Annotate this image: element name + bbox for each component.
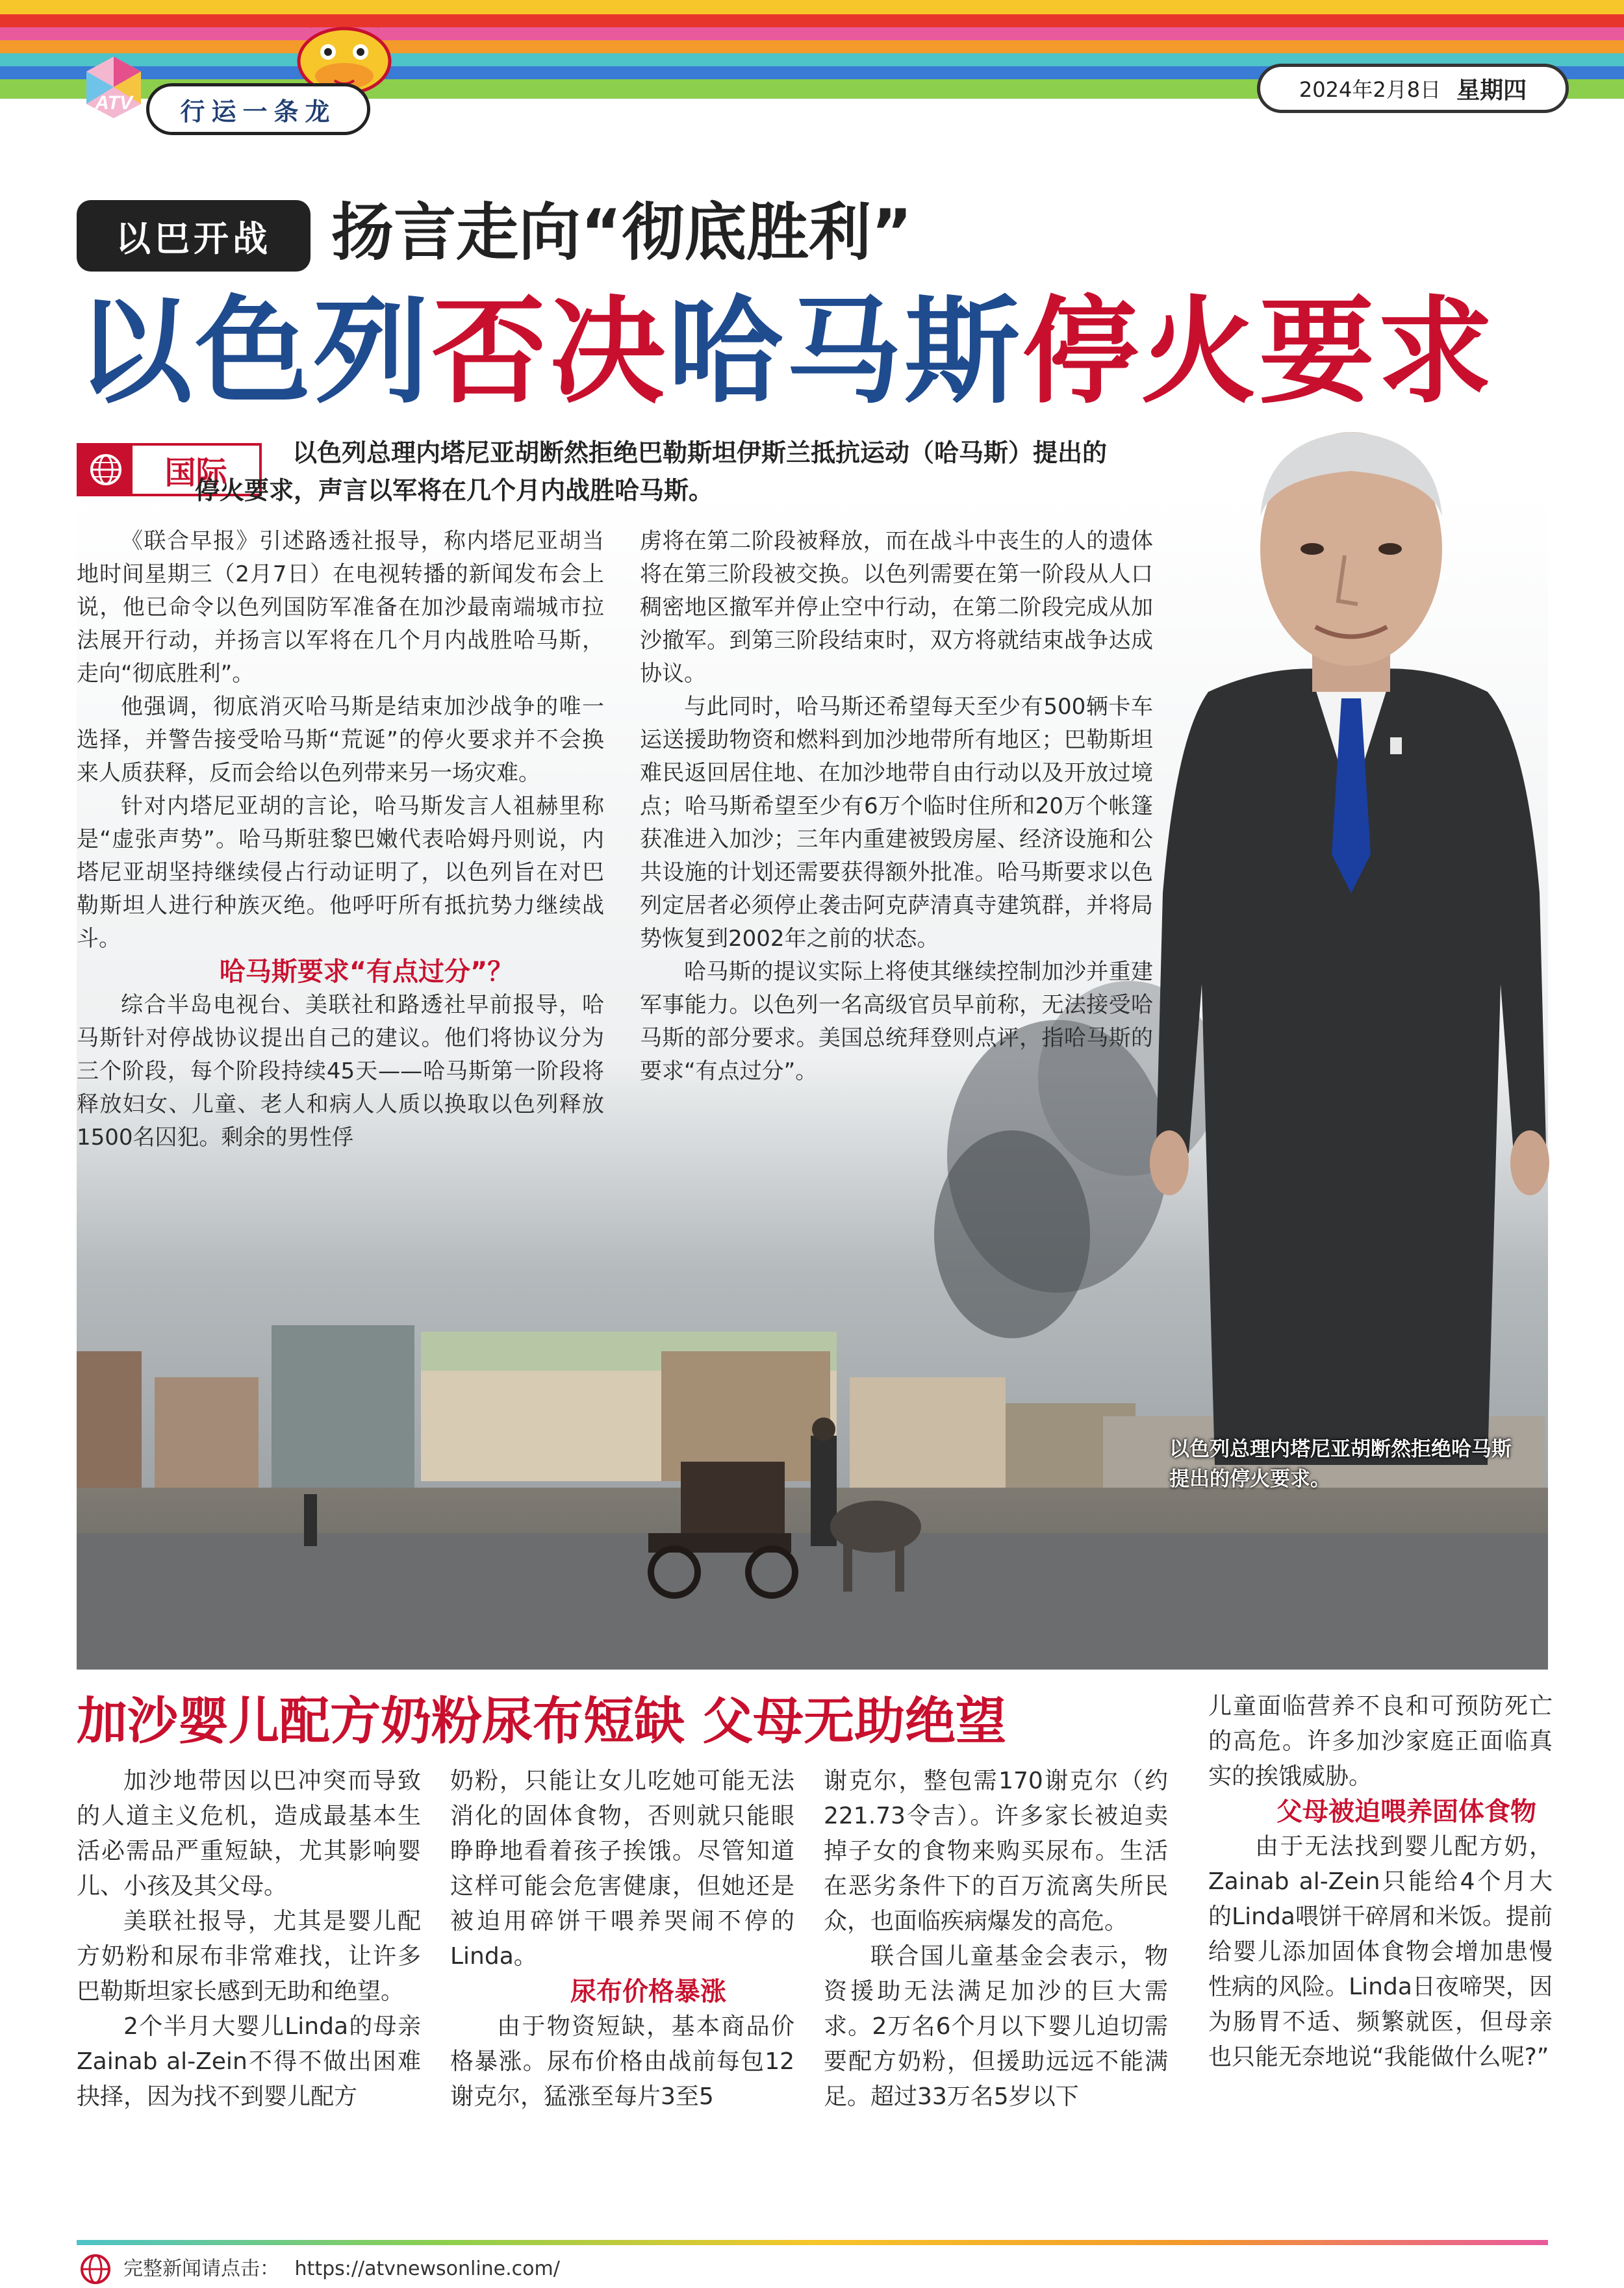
article1-col2-paragraph: 哈马斯的提议实际上将使其继续控制加沙并重建军事能力。以色列一名高级官员早前称，无法接受哈马斯的部分要求。美国总统拜登则点评，指哈马斯的要求“有点过分”。 — [640, 959, 1153, 1084]
article1-headline — [77, 281, 1564, 424]
kicker-text: 以巴开战 — [116, 218, 272, 259]
article2-col1-paragraph: 加沙地带因以巴冲突而导致的人道主义危机，造成最基本生活必需品严重短缺，尤其影响婴儿、小孩及其父母。 — [77, 1768, 421, 1900]
date-box — [1257, 64, 1569, 113]
article2-col4-paragraph: 由于无法找到婴儿配方奶，Zainab al-Zein只能给4个月大的Linda喂饼干碎屑和米饭。提前给婴儿添加固体食物会增加患慢性病的风险。Linda日夜啼哭，因为肠胃不适、频繁就医，但母亲也只能无奈地说“我能做什么呢?” — [1208, 1833, 1553, 2070]
top-stripe-red — [0, 14, 1624, 27]
article1-subheadline: 扬言走向“彻底胜利” — [331, 196, 913, 269]
date-text: 2024年2月8日 — [1299, 77, 1441, 102]
article2-col1-paragraph: 美联社报导，尤其是婴儿配方奶粉和尿布非常难找，让许多巴勒斯坦家长感到无助和绝望。 — [77, 1908, 421, 2005]
slogan-pill — [146, 83, 370, 135]
article1-lead: 以色列总理内塔尼亚胡断然拒绝巴勒斯坦伊斯兰抵抗运动（哈马斯）提出的停火要求，声言以军将在几个月内战胜哈马斯。 — [195, 439, 1108, 505]
footer-text — [123, 2254, 560, 2284]
article1-col2-paragraph: 与此同时，哈马斯还希望每天至少有500辆卡车运送援助物资和燃料到加沙地带所有地区；巴勒斯坦难民返回居住地、在加沙地带自由行动以及开放过境点；哈马斯希望至少有6万个临时住所和20万个帐篷获准进入加沙；三年内重建被毁房屋、经济设施和公共设施的计划还需要获得额外批准。哈马斯要求以色列定居者必须停止袭击阿克萨清真寺建筑群，并将局势恢复到2002年之前的状态。 — [640, 694, 1153, 952]
article1-col1-paragraph: 针对内塔尼亚胡的言论，哈马斯发言人祖赫里称是“虚张声势”。哈马斯驻黎巴嫩代表哈姆丹则说，内塔尼亚胡坚持继续侵占行动证明了，以色列旨在对巴勒斯坦人进行种族灭绝。他呼吁所有抵抗势力继续战斗。 — [77, 793, 604, 952]
article2-column-4 — [1208, 1689, 1553, 2075]
article2-column-1 — [77, 1764, 421, 2115]
kicker-badge — [77, 200, 311, 272]
article1-col1-subhead: 哈马斯要求“有点过分”？ — [219, 957, 514, 987]
article1-col1-paragraph: 他强调，彻底消灭哈马斯是结束加沙战争的唯一选择，并警告接受哈马斯“荒诞”的停火要求并不会换来人质获释，反而会给以色列带来另一场灾难。 — [77, 694, 604, 786]
article2-col3-paragraph: 谢克尔，整包需170谢克尔（约221.73令吉）。许多家长被迫卖掉子女的食物来购买尿布。生活在恶劣条件下的百万流离失所民众，也面临疾病爆发的高危。 — [824, 1768, 1168, 1935]
article2-col2-subhead: 尿布价格暴涨 — [570, 1977, 726, 2007]
article2-column-3 — [824, 1764, 1168, 2115]
article1-col1-paragraph: 《联合早报》引述路透社报导，称内塔尼亚胡当地时间星期三（2月7日）在电视转播的新闻发布会上说，他已命令以色列国防军准备在加沙最南端城市拉法展开行动，并扬言以军将在几个月内战胜哈马斯，走向“彻底胜利”。 — [77, 528, 604, 687]
slogan-text: 行运一条龙 — [180, 97, 336, 126]
headline-part-reject: 否决 — [431, 285, 668, 419]
headline-part-israel: 以色列 — [77, 285, 431, 419]
article2-col2-paragraph: 奶粉，只能让女儿吃她可能无法消化的固体食物，否则就只能眼睁睁地看着孩子挨饿。尽管知道这样可能会危害健康，但她还是被迫用碎饼干喂养哭闹不停的Linda。 — [450, 1768, 794, 1970]
article2-column-2 — [450, 1764, 794, 2115]
top-stripe-pink — [0, 27, 1624, 40]
article1-column-1 — [77, 525, 604, 1154]
photo-caption: 以色列总理内塔尼亚胡断然拒绝哈马斯提出的停火要求。 — [1169, 1438, 1512, 1491]
article2-col4-paragraph: 儿童面临营养不良和可预防死亡的高危。许多加沙家庭正面临真实的挨饿威胁。 — [1208, 1693, 1553, 1790]
footer-globe-icon — [79, 2253, 112, 2285]
weekday-text: 星期四 — [1456, 77, 1527, 104]
article1-column-2 — [640, 525, 1153, 1088]
article2-col4-subhead: 父母被迫喂养固体食物 — [1276, 1797, 1536, 1827]
article2-col2-paragraph: 由于物资短缺，基本商品价格暴涨。尿布价格由战前每包12谢克尔，猛涨至每片3至5 — [450, 2013, 794, 2110]
footer-label: 完整新闻请点击： — [123, 2257, 279, 2280]
article2-headline: 加沙婴儿配方奶粉尿布短缺 父母无助绝望 — [77, 1692, 1007, 1751]
article2-col3-paragraph: 联合国儿童基金会表示，物资援助无法满足加沙的巨大需求。2万名6个月以下婴儿迫切需要配方奶粉，但援助远远不能满足。超过33万名5岁以下 — [824, 1943, 1168, 2110]
article1-col1-paragraph: 综合半岛电视台、美联社和路透社早前报导，哈马斯针对停战协议提出自己的建议。他们将协议分为三个阶段，每个阶段持续45天——哈马斯第一阶段将释放妇女、儿童、老人和病人人质以换取以色列释放1500名囚犯。剩余的男性俘 — [77, 992, 604, 1150]
section-tag-text: 国际 — [164, 454, 227, 491]
footer-link[interactable]: https://atvnewsonline.com/ — [294, 2257, 560, 2280]
atv-logo-text: ATV — [95, 92, 133, 114]
globe-icon — [79, 444, 133, 495]
top-stripe-orange — [0, 40, 1624, 53]
atv-logo — [81, 53, 146, 125]
headline-part-ceasefire: 停火要求 — [1022, 285, 1495, 419]
headline-part-hamas: 哈马斯 — [668, 285, 1022, 419]
top-stripe-yellow — [0, 0, 1624, 14]
netanyahu-photo — [1150, 400, 1553, 1465]
article2-col1-paragraph: 2个半月大婴儿Linda的母亲Zainab al-Zein不得不做出困难抉择，因为找不到婴儿配方 — [77, 2013, 421, 2110]
article1-col2-paragraph: 虏将在第二阶段被释放，而在战斗中丧生的人的遗体将在第三阶段被交换。以色列需要在第一阶段从人口稠密地区撤军并停止空中行动，在第二阶段完成从加沙撤军。到第三阶段结束时，双方将就结束战争达成协议。 — [640, 528, 1153, 687]
footer-divider — [77, 2240, 1548, 2245]
